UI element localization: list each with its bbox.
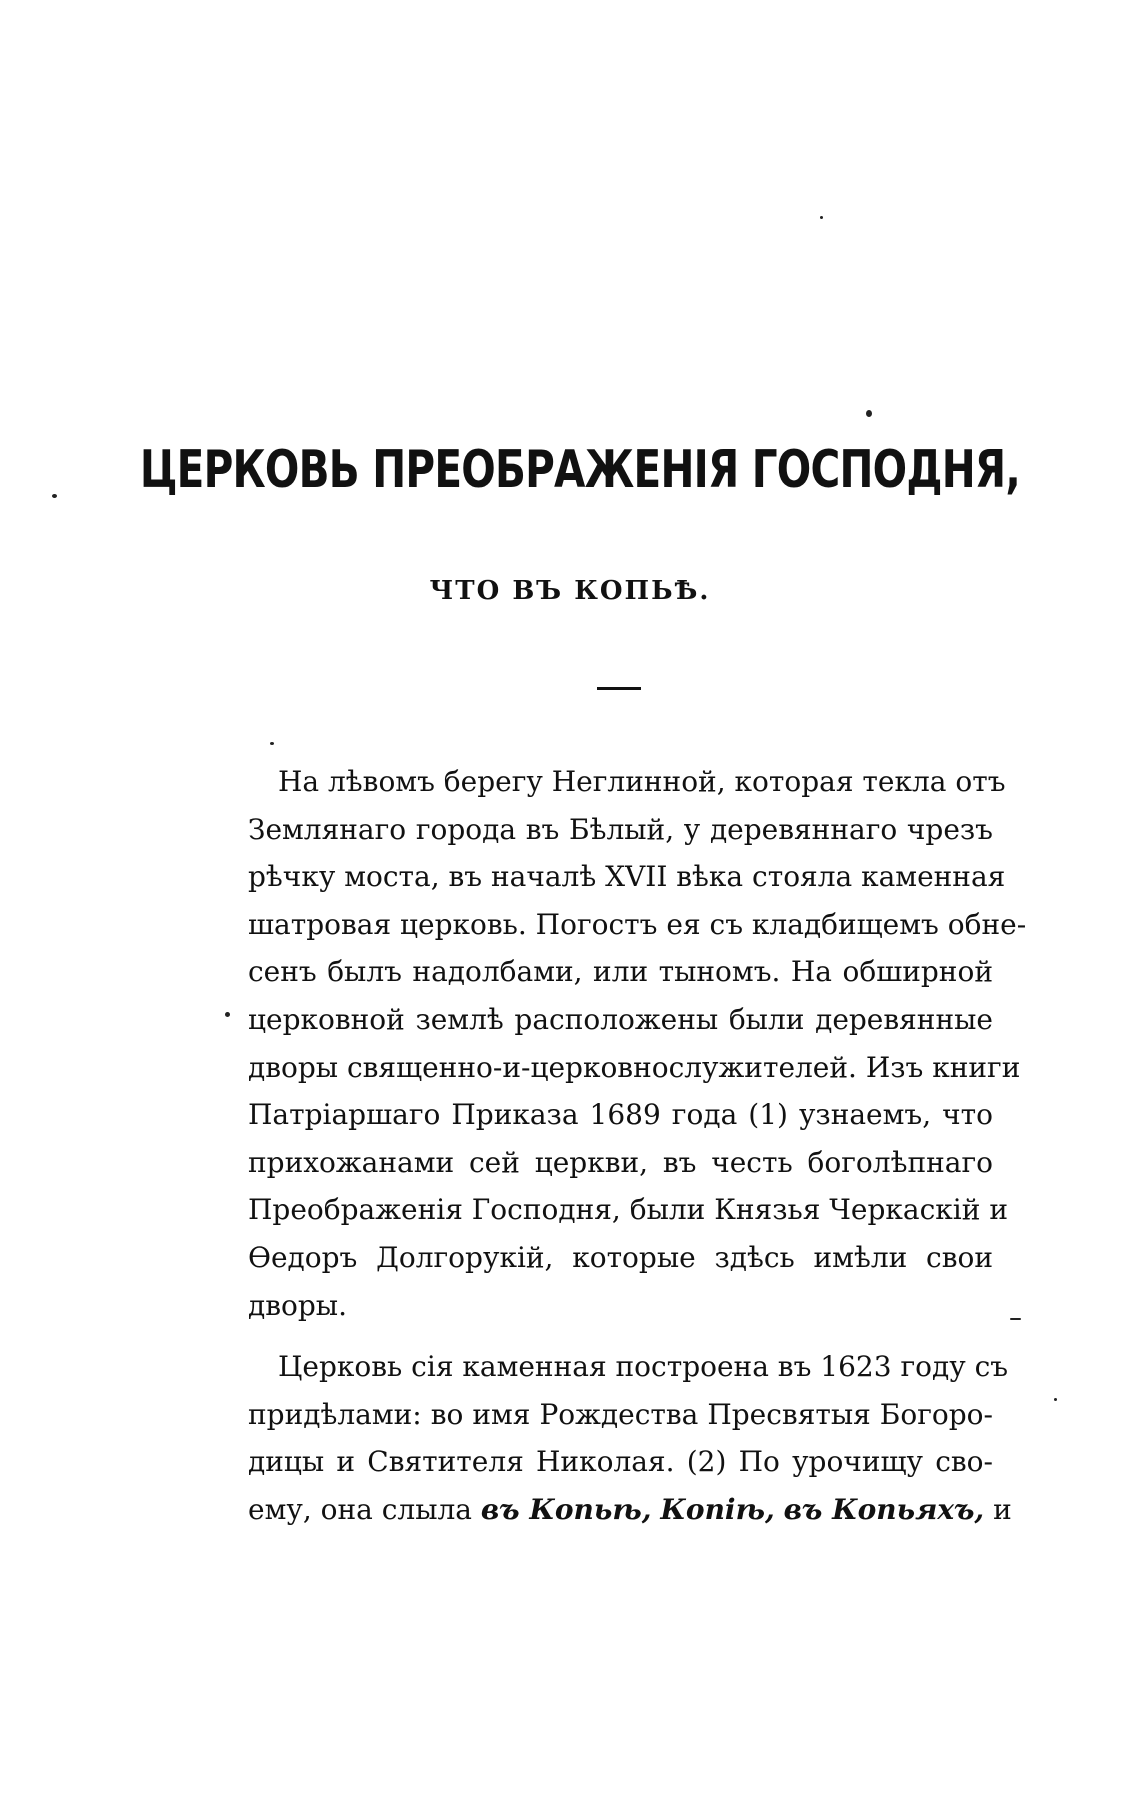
text-line: придѣлами: во имя Рождества Пресвятыя Богоро-	[248, 1397, 993, 1431]
page-subtitle: ЧТО ВЪ КОПЬѢ.	[429, 576, 711, 606]
scan-speck	[1054, 1398, 1057, 1401]
text-line: рѣчку моста, въ началѣ XVII вѣка стояла каменная	[248, 860, 1006, 894]
scan-speck	[270, 742, 274, 745]
paragraph-1	[248, 758, 1027, 1329]
text-line: прихожанами сей церкви, въ честь боголѣпнаго	[248, 1145, 993, 1179]
paragraph-2	[248, 1343, 1012, 1533]
italic-run: въ Копьѣ,	[480, 1492, 652, 1526]
text-run: ему, она слыла	[248, 1492, 472, 1526]
text-line: Землянаго города въ Бѣлый, у деревяннаго чрезъ	[248, 812, 993, 846]
text-line: дворы.	[248, 1288, 347, 1322]
text-line: Ѳедоръ Долгорукій, которые здѣсь имѣли свои	[248, 1240, 993, 1274]
scan-speck	[866, 410, 872, 417]
text-line: дицы и Святителя Николая. (2) По урочищу сво-	[248, 1445, 993, 1479]
text-line: На лѣвомъ берегу Неглинной, которая текла отъ	[278, 765, 1006, 798]
italic-run: въ Копьяхъ,	[783, 1492, 985, 1526]
text-run: и	[993, 1492, 1012, 1526]
text-line: Преображенія Господня, были Князья Черкаскій и	[248, 1193, 1008, 1227]
scan-speck	[225, 1012, 230, 1017]
scan-speck	[52, 494, 57, 498]
scan-speck	[820, 216, 823, 219]
text-line-mixed	[248, 1486, 1012, 1534]
page-title: ЦЕРКОВЬ ПРЕОБРАЖЕНІЯ ГОСПОДНЯ,	[139, 440, 1020, 500]
body-text	[248, 758, 1027, 1534]
scan-speck	[1010, 1318, 1021, 1320]
text-line: сенъ былъ надолбами, или тыномъ. На обширной	[248, 955, 993, 989]
text-line: шатровая церковь. Погостъ ея съ кладбищемъ обне-	[248, 907, 1027, 941]
text-line: церковной землѣ расположены были деревянные	[248, 1002, 993, 1036]
italic-run: Копіѣ,	[660, 1492, 775, 1526]
text-line: дворы священно-и-церковнослужителей. Изъ книги	[248, 1050, 1021, 1084]
text-line: Церковь сія каменная построена въ 1623 году съ	[278, 1350, 1009, 1384]
title-divider	[597, 687, 641, 690]
text-line: Патріаршаго Приказа 1689 года (1) узнаемъ, что	[248, 1098, 993, 1132]
